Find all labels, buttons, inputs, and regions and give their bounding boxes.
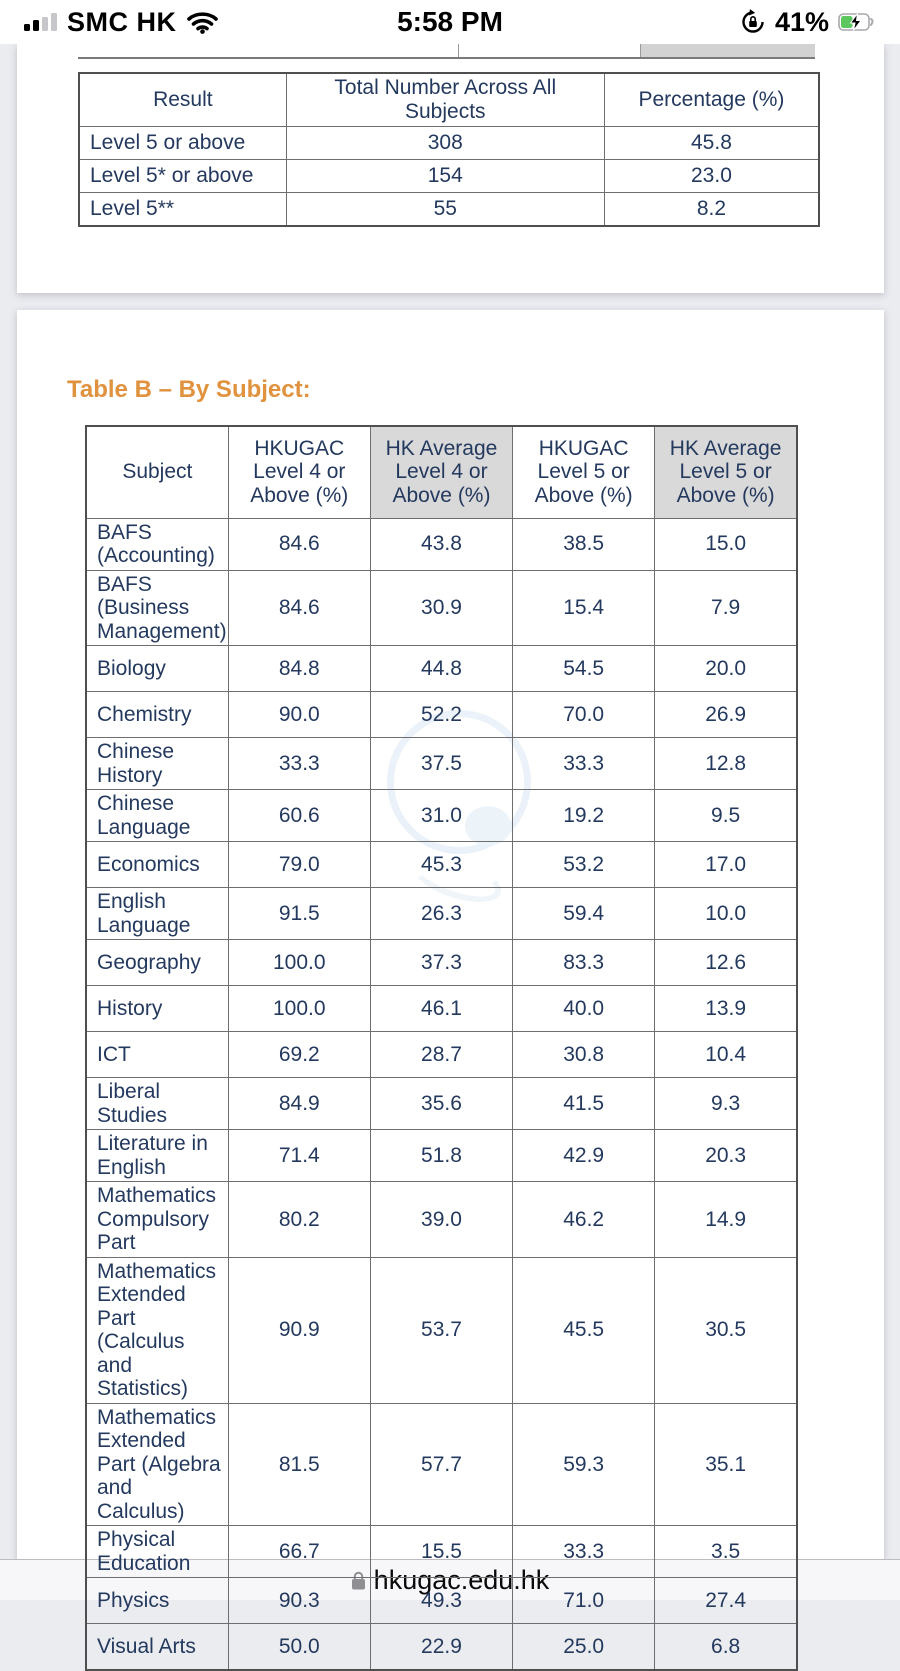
cell-value: 10.0: [655, 888, 797, 940]
cell-value: 51.8: [370, 1130, 512, 1182]
row-label: Economics: [86, 842, 228, 888]
header-row: [86, 426, 797, 518]
table-row: [86, 1182, 797, 1258]
row-label: BAFS (Business Management): [86, 570, 228, 646]
column-header: HK Average Level 5 or Above (%): [655, 426, 797, 518]
cell-value: 30.8: [513, 1032, 655, 1078]
row-label: Literature in English: [86, 1130, 228, 1182]
carrier-label: SMC HK: [67, 6, 177, 37]
cell-value: 10.4: [655, 1032, 797, 1078]
cell-value: 66.7: [228, 1526, 370, 1578]
table-row: [86, 986, 797, 1032]
cell-value: 70.0: [513, 692, 655, 738]
cell-value: 33.3: [513, 1526, 655, 1578]
cell-value: 6.8: [655, 1624, 797, 1670]
row-label: History: [86, 986, 228, 1032]
cropped-table-row: [78, 44, 815, 59]
cell-value: 100.0: [228, 940, 370, 986]
cell-value: 45.8: [604, 127, 819, 160]
status-bar: [0, 0, 900, 44]
cell-value: 84.6: [228, 518, 370, 570]
cell-value: 22.9: [370, 1624, 512, 1670]
battery-percent-label: 41%: [774, 6, 829, 37]
cell-value: 9.3: [655, 1078, 797, 1130]
cell-value: 26.3: [370, 888, 512, 940]
cell-value: 79.0: [228, 842, 370, 888]
cell-value: 90.9: [228, 1257, 370, 1403]
cell-value: 28.7: [370, 1032, 512, 1078]
table-row: [86, 842, 797, 888]
table-row: [86, 790, 797, 842]
cell-value: 42.9: [513, 1130, 655, 1182]
table-row: [86, 646, 797, 692]
cell-value: 20.0: [655, 646, 797, 692]
cell-value: 43.8: [370, 518, 512, 570]
cell-value: 12.8: [655, 738, 797, 790]
cell-value: 8.2: [604, 193, 819, 226]
column-header: Total Number Across All Subjects: [286, 73, 604, 127]
cell-value: 31.0: [370, 790, 512, 842]
column-header: HK Average Level 4 or Above (%): [370, 426, 512, 518]
cell-value: 12.6: [655, 940, 797, 986]
row-label: ICT: [86, 1032, 228, 1078]
cell-value: 38.5: [513, 518, 655, 570]
table-row: [79, 160, 819, 193]
cell-value: 23.0: [604, 160, 819, 193]
cell-value: 308: [286, 127, 604, 160]
cell-value: 41.5: [513, 1078, 655, 1130]
row-label: Visual Arts: [86, 1624, 228, 1670]
row-label: Level 5**: [79, 193, 286, 226]
cell-value: 39.0: [370, 1182, 512, 1258]
cell-value: 3.5: [655, 1526, 797, 1578]
cell-value: 14.9: [655, 1182, 797, 1258]
column-header: HKUGAC Level 4 or Above (%): [228, 426, 370, 518]
table-row: [86, 1403, 797, 1526]
cell-value: 90.3: [228, 1578, 370, 1624]
table-row: [86, 1078, 797, 1130]
cell-value: 13.9: [655, 986, 797, 1032]
row-label: Liberal Studies: [86, 1078, 228, 1130]
wifi-icon: [187, 11, 218, 34]
url-label: hkugac.edu.hk: [373, 1564, 550, 1595]
table-row: [86, 940, 797, 986]
column-header: Result: [79, 73, 286, 127]
cell-value: 57.7: [370, 1403, 512, 1526]
table-row: [86, 1130, 797, 1182]
cell-value: 71.4: [228, 1130, 370, 1182]
table-row: [86, 1032, 797, 1078]
header-row: [79, 73, 819, 127]
cell-value: 154: [286, 160, 604, 193]
cell-value: 71.0: [513, 1578, 655, 1624]
clock-label: 5:58 PM: [397, 6, 503, 37]
cell-value: 35.6: [370, 1078, 512, 1130]
cell-value: 50.0: [228, 1624, 370, 1670]
cell-value: 81.5: [228, 1403, 370, 1526]
cell-value: 59.4: [513, 888, 655, 940]
cell-value: 7.9: [655, 570, 797, 646]
table-row: [86, 570, 797, 646]
cell-value: 84.8: [228, 646, 370, 692]
cell-value: 69.2: [228, 1032, 370, 1078]
cell-value: 26.9: [655, 692, 797, 738]
cell-value: 15.0: [655, 518, 797, 570]
cell-value: 59.3: [513, 1403, 655, 1526]
table-row: [86, 692, 797, 738]
column-header: Percentage (%): [604, 73, 819, 127]
cell-value: 30.9: [370, 570, 512, 646]
cell-value: 54.5: [513, 646, 655, 692]
row-label: Mathematics Compulsory Part: [86, 1182, 228, 1258]
row-label: Chinese Language: [86, 790, 228, 842]
cell-value: 60.6: [228, 790, 370, 842]
cell-value: 33.3: [228, 738, 370, 790]
cell-value: 15.4: [513, 570, 655, 646]
row-label: Chemistry: [86, 692, 228, 738]
cell-value: 17.0: [655, 842, 797, 888]
cell-value: 33.3: [513, 738, 655, 790]
row-label: Level 5* or above: [79, 160, 286, 193]
cell-value: 46.2: [513, 1182, 655, 1258]
cell-value: 19.2: [513, 790, 655, 842]
table-b-title: Table B – By Subject:: [67, 376, 311, 403]
row-label: Chinese History: [86, 738, 228, 790]
cell-value: 55: [286, 193, 604, 226]
table-row: [86, 1526, 797, 1578]
rotation-lock-icon: [740, 9, 766, 35]
table-row: [86, 888, 797, 940]
cell-value: 84.9: [228, 1078, 370, 1130]
cell-value: 40.0: [513, 986, 655, 1032]
row-label: Physics: [86, 1578, 228, 1624]
cell-value: 44.8: [370, 646, 512, 692]
cellular-signal-icon: [24, 13, 57, 31]
cell-value: 37.5: [370, 738, 512, 790]
cell-value: 84.6: [228, 570, 370, 646]
column-header: Subject: [86, 426, 228, 518]
cell-value: 30.5: [655, 1257, 797, 1403]
row-label: BAFS (Accounting): [86, 518, 228, 570]
row-label: Geography: [86, 940, 228, 986]
cell-value: 9.5: [655, 790, 797, 842]
row-label: Mathematics Extended Part (Algebra and Calculus): [86, 1403, 228, 1526]
results-summary-card: [17, 44, 884, 293]
cell-value: 100.0: [228, 986, 370, 1032]
row-label: Biology: [86, 646, 228, 692]
table-row: [86, 738, 797, 790]
table-row: [86, 1257, 797, 1403]
cell-value: 80.2: [228, 1182, 370, 1258]
cell-value: 27.4: [655, 1578, 797, 1624]
cell-value: 37.3: [370, 940, 512, 986]
table-b: [85, 425, 798, 1671]
table-row: [86, 1578, 797, 1624]
row-label: Mathematics Extended Part (Calculus and Statistics): [86, 1257, 228, 1403]
cell-value: 25.0: [513, 1624, 655, 1670]
summary-table: [78, 72, 820, 227]
column-header: HKUGAC Level 5 or Above (%): [513, 426, 655, 518]
table-row: [79, 127, 819, 160]
table-row: [79, 193, 819, 226]
cell-value: 90.0: [228, 692, 370, 738]
cell-value: 46.1: [370, 986, 512, 1032]
cell-value: 91.5: [228, 888, 370, 940]
row-label: Level 5 or above: [79, 127, 286, 160]
cell-value: 35.1: [655, 1403, 797, 1526]
row-label: English Language: [86, 888, 228, 940]
cell-value: 49.3: [370, 1578, 512, 1624]
row-label: Physical Education: [86, 1526, 228, 1578]
cell-value: 15.5: [370, 1526, 512, 1578]
cell-value: 53.7: [370, 1257, 512, 1403]
cell-value: 20.3: [655, 1130, 797, 1182]
cell-value: 83.3: [513, 940, 655, 986]
table-row: [86, 518, 797, 570]
cell-value: 45.3: [370, 842, 512, 888]
cell-value: 45.5: [513, 1257, 655, 1403]
battery-icon: [838, 13, 876, 31]
cell-value: 53.2: [513, 842, 655, 888]
cell-value: 52.2: [370, 692, 512, 738]
table-row: [86, 1624, 797, 1670]
